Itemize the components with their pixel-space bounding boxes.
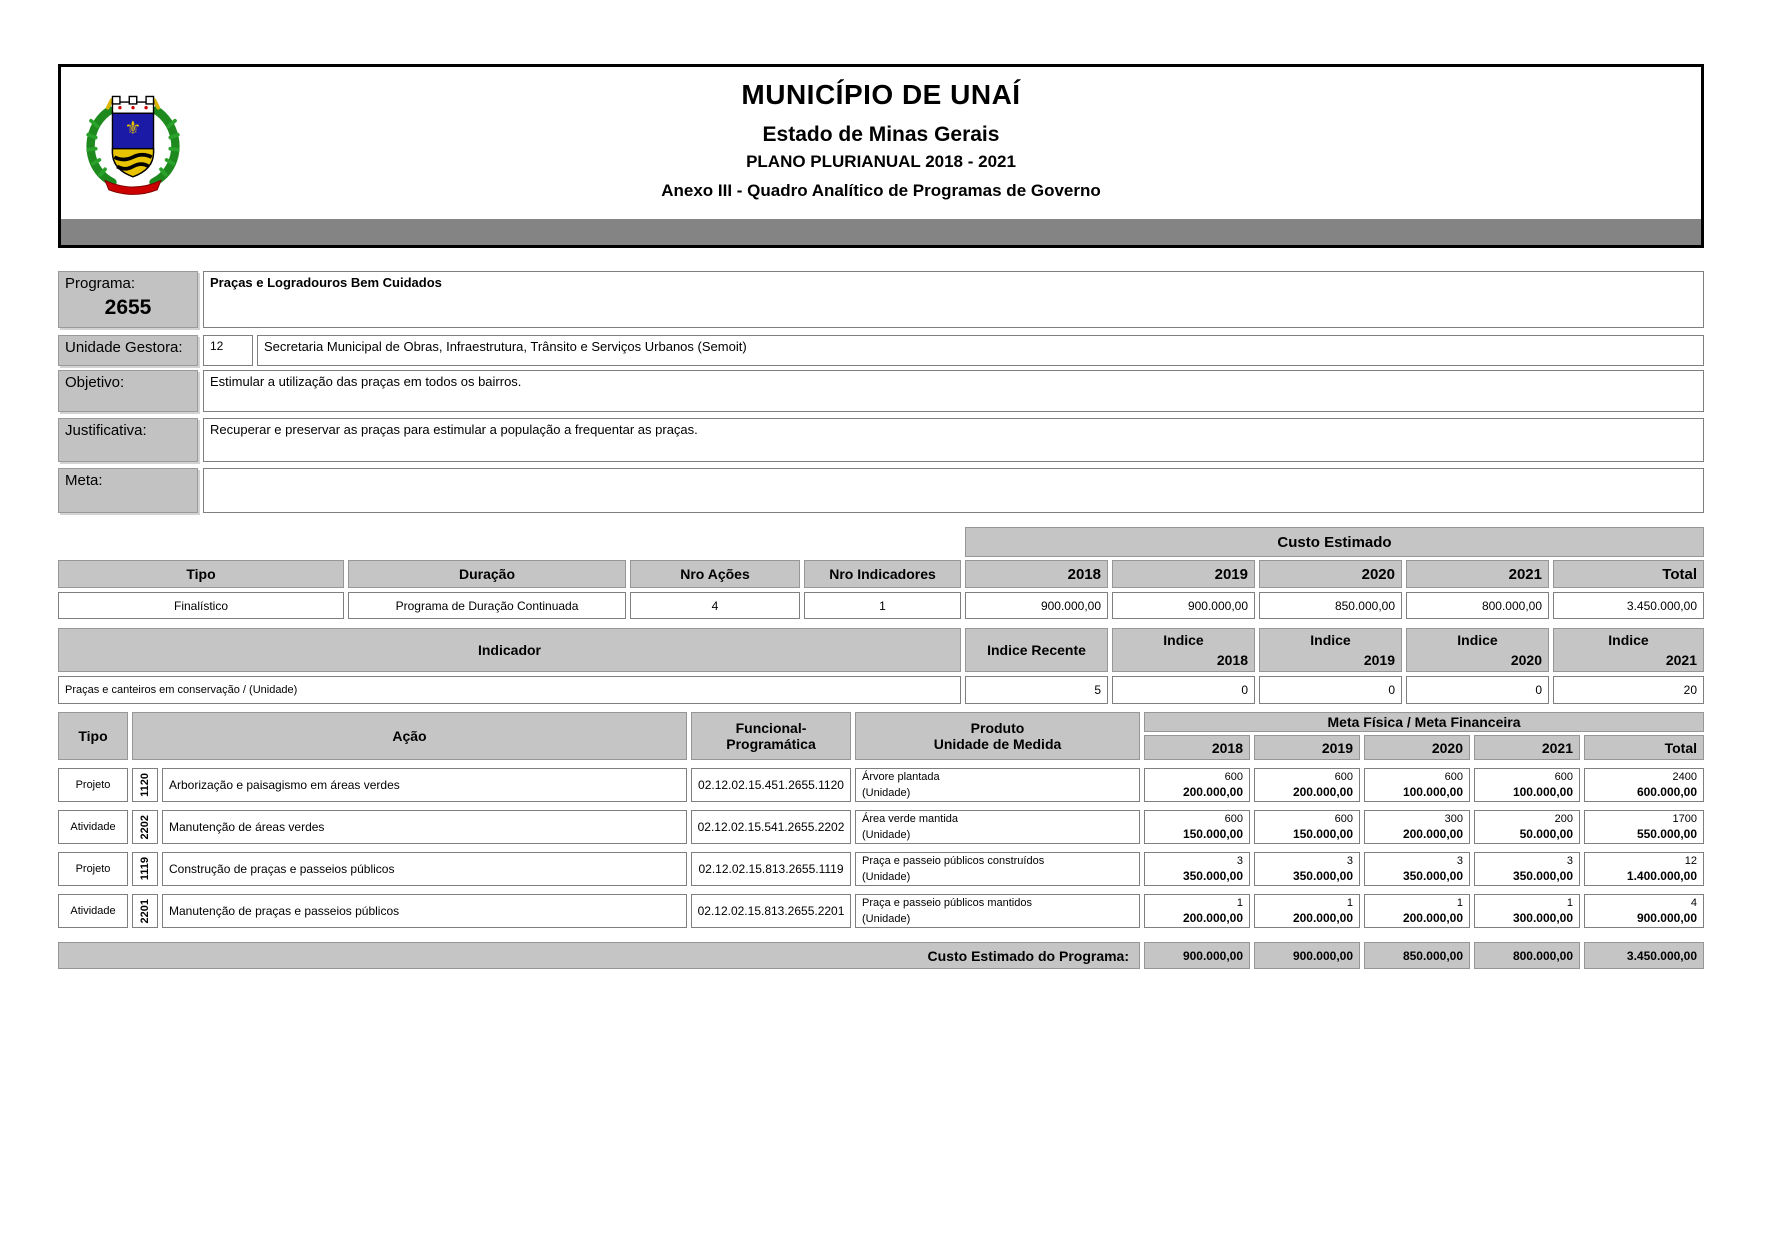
meta-financeira: 200.000,00 bbox=[1182, 785, 1243, 799]
meta-fisica: 1700 bbox=[1672, 813, 1697, 825]
action-meta-2019 bbox=[1254, 810, 1360, 844]
page-title: MUNICÍPIO DE UNAÍ bbox=[741, 79, 1021, 110]
action-row-acao bbox=[162, 894, 687, 928]
indicator-header-recente-label: Indice Recente bbox=[987, 642, 1086, 658]
indicator-header bbox=[58, 628, 961, 672]
cost-value-2019: 900.000,00 bbox=[1187, 598, 1248, 613]
action-meta-2020 bbox=[1364, 852, 1470, 886]
cost-value-tipo: Finalístico bbox=[173, 598, 229, 613]
indice-label: Indice bbox=[1457, 632, 1498, 648]
meta-fisica: 1 bbox=[1346, 897, 1353, 909]
meta-financeira: 350.000,00 bbox=[1292, 869, 1353, 883]
meta-fisica: 3 bbox=[1456, 855, 1463, 867]
indicator-header-recente bbox=[965, 628, 1108, 672]
action-meta-2020 bbox=[1364, 768, 1470, 802]
cost-row-2018 bbox=[965, 592, 1108, 619]
objective-text: Estimular a utilização das praças em todos os bairros. bbox=[210, 374, 522, 389]
actions-year-2019: 2019 bbox=[1321, 739, 1353, 756]
unit-name-box bbox=[257, 335, 1704, 366]
cost-row-2020 bbox=[1259, 592, 1402, 619]
indicator-row-2020 bbox=[1406, 676, 1549, 704]
actions-header-2019 bbox=[1254, 735, 1360, 760]
meta-fisica: 600 bbox=[1444, 771, 1463, 783]
indice-year-2018: 2018 bbox=[1216, 652, 1248, 668]
meta-financeira: 200.000,00 bbox=[1182, 911, 1243, 925]
cost-row-nro-indicadores bbox=[804, 592, 961, 619]
indicator-value-2018: 0 bbox=[1241, 683, 1248, 697]
cost-value-total: 3.450.000,00 bbox=[1626, 598, 1697, 613]
meta-financeira: 350.000,00 bbox=[1402, 869, 1463, 883]
meta-financeira: 300.000,00 bbox=[1512, 911, 1573, 925]
indicator-header-2018 bbox=[1112, 628, 1255, 672]
action-meta-2020 bbox=[1364, 894, 1470, 928]
cost-value-nro-indicadores: 1 bbox=[879, 598, 886, 613]
cost-row-tipo bbox=[58, 592, 344, 619]
indice-label: Indice bbox=[1608, 632, 1649, 648]
svg-text:⚜: ⚜ bbox=[124, 116, 142, 138]
action-meta-2020 bbox=[1364, 810, 1470, 844]
actions-year-2018: 2018 bbox=[1211, 739, 1243, 756]
actions-header-2021 bbox=[1474, 735, 1580, 760]
indicator-row-2018 bbox=[1112, 676, 1255, 704]
action-row-produto bbox=[855, 810, 1140, 844]
header-titles bbox=[61, 67, 1701, 201]
action-row-produto bbox=[855, 894, 1140, 928]
cost-header-2020 bbox=[1259, 560, 1402, 588]
actions-header-acao-label: Ação bbox=[392, 728, 427, 744]
action-unidade: (Unidade) bbox=[862, 913, 911, 925]
action-unidade: (Unidade) bbox=[862, 787, 911, 799]
unit-label-box bbox=[58, 335, 198, 366]
program-cost-value: 800.000,00 bbox=[1512, 948, 1573, 963]
actions-header-tipo-label: Tipo bbox=[78, 728, 108, 744]
indicator-row-2021 bbox=[1553, 676, 1704, 704]
meta-financeira: 900.000,00 bbox=[1636, 911, 1697, 925]
meta-financeira: 600.000,00 bbox=[1636, 785, 1697, 799]
actions-header-funcional bbox=[691, 712, 851, 760]
cost-header-tipo-label: Tipo bbox=[186, 566, 216, 582]
actions-header-meta bbox=[1144, 712, 1704, 732]
indice-year-2020: 2020 bbox=[1510, 652, 1542, 668]
action-funcional: 02.12.02.15.451.2655.1120 bbox=[698, 778, 844, 792]
indicator-name: Praças e canteiros em conservação / (Unidade) bbox=[65, 684, 298, 696]
cost-header-2018-label: 2018 bbox=[1067, 565, 1101, 583]
actions-year-2020: 2020 bbox=[1431, 739, 1463, 756]
cost-header-2021 bbox=[1406, 560, 1549, 588]
action-funcional: 02.12.02.15.813.2655.2201 bbox=[697, 904, 845, 918]
meta-fisica: 3 bbox=[1566, 855, 1573, 867]
meta-fisica: 3 bbox=[1236, 855, 1243, 867]
produto-line1: Produto bbox=[970, 720, 1025, 736]
action-produto: Área verde mantida bbox=[862, 813, 958, 825]
program-label-box bbox=[58, 271, 198, 328]
action-produto: Árvore plantada bbox=[862, 771, 940, 783]
action-row-acao bbox=[162, 852, 687, 886]
action-funcional: 02.12.02.15.813.2655.1119 bbox=[698, 862, 844, 876]
action-row-funcional bbox=[691, 810, 851, 844]
program-cost-label-bar bbox=[58, 942, 1140, 969]
indicator-row-name bbox=[58, 676, 961, 704]
program-cost-total bbox=[1584, 942, 1704, 969]
produto-line2: Unidade de Medida bbox=[933, 736, 1062, 752]
funcional-line2: Programática bbox=[726, 736, 816, 752]
program-cost-2019 bbox=[1254, 942, 1360, 969]
cost-header-2019 bbox=[1112, 560, 1255, 588]
indicator-header-2019 bbox=[1259, 628, 1402, 672]
action-row-produto bbox=[855, 852, 1140, 886]
actions-header-total bbox=[1584, 735, 1704, 760]
action-tipo: Projeto bbox=[75, 779, 111, 791]
program-cost-label: Custo Estimado do Programa: bbox=[927, 947, 1129, 964]
indice-year-2019: 2019 bbox=[1363, 652, 1395, 668]
action-unidade: (Unidade) bbox=[862, 871, 911, 883]
meta-fisica: 600 bbox=[1224, 771, 1243, 783]
meta-fisica: 4 bbox=[1690, 897, 1697, 909]
unit-code: 12 bbox=[210, 339, 224, 353]
meta-financeira: 100.000,00 bbox=[1402, 785, 1463, 799]
action-row-code bbox=[132, 810, 158, 844]
action-meta-total bbox=[1584, 768, 1704, 802]
action-acao: Arborização e paisagismo em áreas verdes bbox=[169, 778, 400, 792]
program-cost-value: 900.000,00 bbox=[1292, 948, 1353, 963]
action-code: 1120 bbox=[139, 773, 151, 797]
indicator-value-2019: 0 bbox=[1388, 683, 1395, 697]
meta-financeira: 550.000,00 bbox=[1636, 827, 1697, 841]
cost-value-nro-acoes: 4 bbox=[711, 598, 719, 613]
objective-label-box bbox=[58, 370, 198, 412]
action-acao: Construção de praças e passeios públicos bbox=[169, 862, 395, 876]
action-meta-2019 bbox=[1254, 852, 1360, 886]
actions-header-tipo bbox=[58, 712, 128, 760]
indicator-value-2021: 20 bbox=[1683, 683, 1697, 697]
unit-name: Secretaria Municipal de Obras, Infraestrutura, Trânsito e Serviços Urbanos (Semoit) bbox=[264, 339, 747, 354]
cost-header-total-label: Total bbox=[1662, 565, 1697, 583]
objective-box bbox=[203, 370, 1704, 412]
meta-financeira: 200.000,00 bbox=[1292, 785, 1353, 799]
meta-fisica: 1 bbox=[1566, 897, 1573, 909]
meta-text bbox=[204, 469, 1703, 475]
cost-row-2021 bbox=[1406, 592, 1549, 619]
justification-label: Justificativa: bbox=[65, 422, 147, 439]
action-meta-total bbox=[1584, 894, 1704, 928]
action-meta-total bbox=[1584, 810, 1704, 844]
indicator-value-2020: 0 bbox=[1535, 683, 1542, 697]
actions-header-acao bbox=[132, 712, 687, 760]
cost-header-nro-indicadores-label: Nro Indicadores bbox=[829, 566, 936, 582]
action-row-tipo bbox=[58, 768, 128, 802]
action-row-funcional bbox=[691, 768, 851, 802]
meta-fisica: 600 bbox=[1334, 813, 1353, 825]
meta-fisica: 600 bbox=[1224, 813, 1243, 825]
action-acao: Manutenção de praças e passeios públicos bbox=[169, 904, 400, 918]
meta-financeira: 200.000,00 bbox=[1402, 911, 1463, 925]
meta-financeira: 200.000,00 bbox=[1402, 827, 1463, 841]
indicator-header-label: Indicador bbox=[477, 642, 541, 658]
cost-row-nro-acoes bbox=[630, 592, 800, 619]
cost-header-tipo bbox=[58, 560, 344, 588]
action-meta-2018 bbox=[1144, 810, 1250, 844]
program-cost-value: 850.000,00 bbox=[1402, 948, 1463, 963]
actions-header-2020 bbox=[1364, 735, 1470, 760]
funcional-line1: Funcional- bbox=[735, 720, 807, 736]
cost-row-2019 bbox=[1112, 592, 1255, 619]
indicator-header-2020 bbox=[1406, 628, 1549, 672]
indicator-row-recente bbox=[965, 676, 1108, 704]
cost-value-duracao: Programa de Duração Continuada bbox=[395, 598, 579, 613]
cost-value-2018: 900.000,00 bbox=[1040, 598, 1101, 613]
unit-code-box bbox=[203, 335, 253, 366]
cost-section-title-bar bbox=[965, 527, 1704, 557]
action-row-code bbox=[132, 768, 158, 802]
meta-financeira: 200.000,00 bbox=[1292, 911, 1353, 925]
meta-financeira: 350.000,00 bbox=[1512, 869, 1573, 883]
program-label: Programa: bbox=[65, 275, 136, 292]
cost-header-2020-label: 2020 bbox=[1361, 565, 1395, 583]
cost-header-nro-acoes-label: Nro Ações bbox=[680, 566, 750, 582]
cost-header-nro-indicadores bbox=[804, 560, 961, 588]
action-meta-2021 bbox=[1474, 810, 1580, 844]
action-meta-2021 bbox=[1474, 852, 1580, 886]
action-code: 2201 bbox=[139, 898, 151, 924]
meta-fisica: 12 bbox=[1684, 855, 1697, 867]
action-code: 1119 bbox=[139, 857, 151, 881]
cost-value-2021: 800.000,00 bbox=[1481, 598, 1542, 613]
action-meta-2018 bbox=[1144, 768, 1250, 802]
meta-box bbox=[203, 468, 1704, 513]
action-acao: Manutenção de áreas verdes bbox=[169, 820, 325, 834]
actions-header-2018 bbox=[1144, 735, 1250, 760]
action-produto: Praça e passeio públicos construídos bbox=[862, 855, 1045, 867]
actions-year-2021: 2021 bbox=[1541, 739, 1573, 756]
objective-label: Objetivo: bbox=[65, 374, 125, 391]
action-meta-2021 bbox=[1474, 768, 1580, 802]
action-row-funcional bbox=[691, 894, 851, 928]
action-produto: Praça e passeio públicos mantidos bbox=[862, 897, 1032, 909]
meta-fisica: 300 bbox=[1444, 813, 1463, 825]
action-row-tipo bbox=[58, 810, 128, 844]
action-row-code bbox=[132, 852, 158, 886]
meta-financeira: 50.000,00 bbox=[1519, 827, 1573, 841]
action-funcional: 02.12.02.15.541.2655.2202 bbox=[697, 820, 845, 834]
action-row-acao bbox=[162, 810, 687, 844]
action-row-code bbox=[132, 894, 158, 928]
cost-header-2018 bbox=[965, 560, 1108, 588]
program-number: 2655 bbox=[104, 296, 152, 319]
action-meta-2018 bbox=[1144, 894, 1250, 928]
action-meta-total bbox=[1584, 852, 1704, 886]
unit-label: Unidade Gestora: bbox=[65, 339, 183, 356]
cost-row-total bbox=[1553, 592, 1704, 619]
meta-financeira: 350.000,00 bbox=[1182, 869, 1243, 883]
cost-row-duracao bbox=[348, 592, 626, 619]
actions-header-produto bbox=[855, 712, 1140, 760]
state-subtitle: Estado de Minas Gerais bbox=[762, 123, 1000, 146]
cost-section-title: Custo Estimado bbox=[1277, 533, 1392, 551]
indice-label: Indice bbox=[1310, 632, 1351, 648]
program-cost-value: 900.000,00 bbox=[1182, 948, 1243, 963]
meta-label: Meta: bbox=[65, 472, 103, 489]
cost-header-duracao-label: Duração bbox=[458, 566, 516, 582]
action-unidade: (Unidade) bbox=[862, 829, 911, 841]
justification-box bbox=[203, 418, 1704, 462]
action-meta-2018 bbox=[1144, 852, 1250, 886]
cost-header-duracao bbox=[348, 560, 626, 588]
action-meta-2019 bbox=[1254, 768, 1360, 802]
annex-title: Anexo III - Quadro Analítico de Programas de Governo bbox=[661, 181, 1101, 200]
cost-value-2020: 850.000,00 bbox=[1334, 598, 1395, 613]
program-cost-value: 3.450.000,00 bbox=[1626, 948, 1697, 963]
program-cost-2020 bbox=[1364, 942, 1470, 969]
program-cost-2018 bbox=[1144, 942, 1250, 969]
meta-fisica: 2400 bbox=[1672, 771, 1697, 783]
meta-financeira: 150.000,00 bbox=[1292, 827, 1353, 841]
meta-financeira: 100.000,00 bbox=[1512, 785, 1573, 799]
indicator-header-2021 bbox=[1553, 628, 1704, 672]
action-row-tipo bbox=[58, 894, 128, 928]
program-name-box bbox=[203, 271, 1704, 328]
meta-title-label: Meta Física / Meta Financeira bbox=[1327, 714, 1521, 730]
action-tipo: Atividade bbox=[70, 905, 116, 917]
meta-financeira: 150.000,00 bbox=[1182, 827, 1243, 841]
actions-year-total: Total bbox=[1664, 739, 1697, 756]
program-name: Praças e Logradouros Bem Cuidados bbox=[210, 275, 442, 290]
cost-header-2019-label: 2019 bbox=[1214, 565, 1248, 583]
action-tipo: Projeto bbox=[75, 863, 111, 875]
indicator-row-2019 bbox=[1259, 676, 1402, 704]
indicator-recent-value: 5 bbox=[1094, 683, 1101, 697]
justification-text: Recuperar e preservar as praças para estimular a população a frequentar as praças. bbox=[210, 422, 698, 437]
action-row-tipo bbox=[58, 852, 128, 886]
plan-title: PLANO PLURIANUAL 2018 - 2021 bbox=[746, 152, 1016, 171]
header-divider-band bbox=[61, 219, 1701, 245]
program-cost-2021 bbox=[1474, 942, 1580, 969]
meta-fisica: 600 bbox=[1334, 771, 1353, 783]
action-row-funcional bbox=[691, 852, 851, 886]
action-meta-2019 bbox=[1254, 894, 1360, 928]
action-row-acao bbox=[162, 768, 687, 802]
meta-financeira: 1.400.000,00 bbox=[1626, 869, 1697, 883]
meta-fisica: 1 bbox=[1236, 897, 1243, 909]
cost-header-total bbox=[1553, 560, 1704, 588]
action-tipo: Atividade bbox=[70, 821, 116, 833]
cost-header-2021-label: 2021 bbox=[1508, 565, 1542, 583]
meta-fisica: 3 bbox=[1346, 855, 1353, 867]
meta-fisica: 1 bbox=[1456, 897, 1463, 909]
action-row-produto bbox=[855, 768, 1140, 802]
cost-header-nro-acoes bbox=[630, 560, 800, 588]
meta-fisica: 600 bbox=[1554, 771, 1573, 783]
meta-fisica: 200 bbox=[1554, 813, 1573, 825]
meta-label-box bbox=[58, 468, 198, 513]
action-meta-2021 bbox=[1474, 894, 1580, 928]
justification-label-box bbox=[58, 418, 198, 462]
document-header bbox=[58, 64, 1704, 248]
indice-label: Indice bbox=[1163, 632, 1204, 648]
indice-year-2021: 2021 bbox=[1665, 652, 1697, 668]
action-code: 2202 bbox=[139, 814, 151, 840]
